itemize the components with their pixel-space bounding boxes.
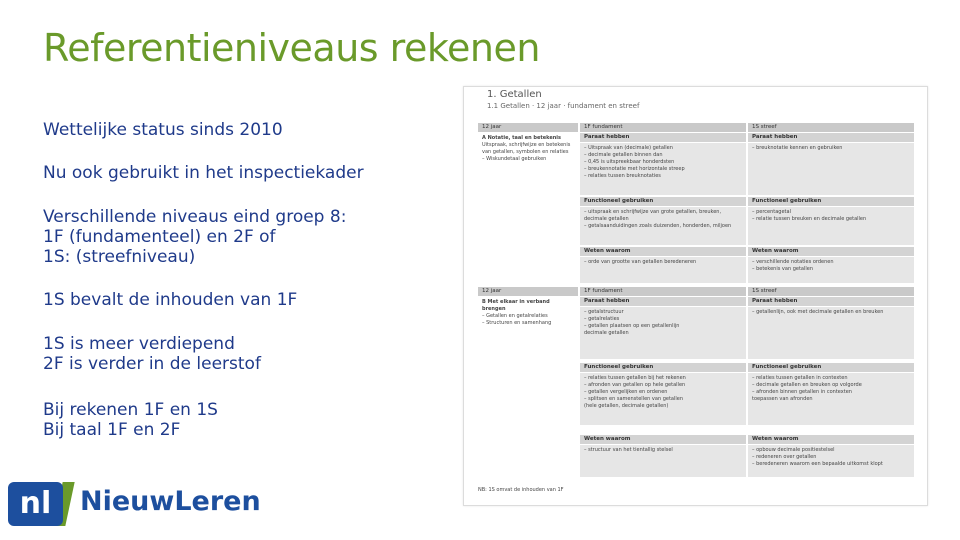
block-a-functioneel-fundament bbox=[580, 207, 746, 245]
list-item: – redeneren over getallen bbox=[752, 454, 817, 460]
bullet-1s-deeper: 1S is meer verdiepend 2F is verder in de leerstof bbox=[43, 334, 261, 374]
block-b-paraat-streef bbox=[748, 307, 914, 359]
block-a-col-streef: 1S streef bbox=[748, 123, 914, 132]
list-item: – opbouw decimale positiestelsel bbox=[752, 447, 835, 453]
block-a-weten-label-fundament: Weten waarom bbox=[580, 247, 746, 256]
list-item: – Uitspraak van (decimale) getallen bbox=[584, 145, 673, 151]
list-item: – breuknotatie kennen en gebruiken bbox=[752, 145, 843, 151]
list-item: – uitspraak en schrijfwijze van grote getallen, breuken, bbox=[584, 209, 722, 215]
list-item: – relaties tussen getallen in contexten bbox=[752, 375, 848, 381]
document-block-a bbox=[478, 123, 914, 283]
block-b-functioneel-fundament bbox=[580, 373, 746, 425]
logo-text: NieuwLeren bbox=[80, 486, 261, 517]
list-item: – relaties tussen getallen bij het rekenen bbox=[584, 375, 686, 381]
list-item: – betekenis van getallen bbox=[752, 266, 814, 272]
list-item: – orde van grootte van getallen beredeneren bbox=[584, 259, 697, 265]
document-footer-note: NB: 1S omvat de inhouden van 1F bbox=[478, 487, 564, 493]
bullet-legal-status: Wettelijke status sinds 2010 bbox=[43, 120, 283, 140]
list-item: – afronden binnen getallen in contexten bbox=[752, 389, 852, 395]
list-item: – getallenlijn, ook met decimale getallen en breuken bbox=[752, 309, 884, 315]
slide-title: Referentieniveaus rekenen bbox=[43, 26, 540, 70]
block-b-left-column bbox=[478, 297, 578, 477]
block-b-paraat-label-fundament: Paraat hebben bbox=[580, 297, 746, 306]
logo-badge: nl bbox=[8, 482, 63, 526]
list-item: – 0,45 is uitspreekbaar honderdsten bbox=[584, 159, 675, 165]
block-a-left-title: A Notatie, taal en betekenis bbox=[482, 135, 561, 141]
list-item: – getalstructuur bbox=[584, 309, 624, 315]
block-a-paraat-fundament bbox=[580, 143, 746, 195]
block-b-functioneel-streef bbox=[748, 373, 914, 425]
bullet-inspection-framework: Nu ook gebruikt in het inspectiekader bbox=[43, 163, 364, 183]
block-b-weten-fundament bbox=[580, 445, 746, 477]
list-item: – getallen vergelijken en ordenen bbox=[584, 389, 668, 395]
bullet-levels-group-8: Verschillende niveaus eind groep 8: 1F (fundamenteel) en 2F of 1S: (streefniveau) bbox=[43, 207, 347, 267]
block-b-left-item: – Getallen en getalrelaties bbox=[482, 313, 548, 319]
list-item: – relaties tussen breuknotaties bbox=[584, 173, 661, 179]
block-b-paraat-label-streef: Paraat hebben bbox=[748, 297, 914, 306]
block-a-paraat-label-fundament: Paraat hebben bbox=[580, 133, 746, 142]
block-a-weten-fundament bbox=[580, 257, 746, 283]
block-b-left-item: – Structuren en samenhang bbox=[482, 320, 552, 326]
list-item: toepassen van afronden bbox=[752, 396, 813, 402]
list-item: – getallen plaatsen op een getallenlijn bbox=[584, 323, 680, 329]
list-item: – splitsen en samenstellen van getallen bbox=[584, 396, 683, 402]
block-a-functioneel-streef bbox=[748, 207, 914, 245]
list-item: – afronden van getallen op hele getallen bbox=[584, 382, 686, 388]
bullet-1s-contains-1f: 1S bevalt de inhouden van 1F bbox=[43, 290, 298, 310]
block-a-weten-streef bbox=[748, 257, 914, 283]
block-a-functioneel-label-streef: Functioneel gebruiken bbox=[748, 197, 914, 206]
nieuwleren-logo bbox=[0, 468, 260, 540]
block-a-paraat-streef bbox=[748, 143, 914, 195]
block-a-functioneel-label-fundament: Functioneel gebruiken bbox=[580, 197, 746, 206]
document-block-b bbox=[478, 287, 914, 483]
block-b-col-fundament: 1F fundament bbox=[580, 287, 746, 296]
block-b-weten-label-streef: Weten waarom bbox=[748, 435, 914, 444]
document-title: 1. Getallen bbox=[487, 89, 542, 100]
list-item: (hele getallen, decimale getallen) bbox=[584, 403, 669, 409]
block-a-weten-label-streef: Weten waarom bbox=[748, 247, 914, 256]
list-item: decimale getallen bbox=[584, 330, 629, 336]
block-a-left-item: Uitspraak, schrijfwijze en betekenis bbox=[482, 142, 571, 148]
list-item: – structuur van het tientallig stelsel bbox=[584, 447, 673, 453]
list-item: – breukennotatie met horizontale streep bbox=[584, 166, 685, 172]
list-item: – beredeneren waarom een bepaalde uitkomst klopt bbox=[752, 461, 883, 467]
block-b-paraat-fundament bbox=[580, 307, 746, 359]
block-b-weten-label-fundament: Weten waarom bbox=[580, 435, 746, 444]
document-subtitle: 1.1 Getallen · 12 jaar · fundament en streef bbox=[487, 102, 640, 110]
list-item: decimale getallen bbox=[584, 216, 629, 222]
block-a-left-column bbox=[478, 133, 578, 283]
block-b-weten-streef bbox=[748, 445, 914, 477]
list-item: – relatie tussen breuken en decimale getallen bbox=[752, 216, 867, 222]
block-a-left-item: van getallen, symbolen en relaties bbox=[482, 149, 569, 155]
list-item: – getalsaanduidingen zoals duizenden, honderden, miljoen bbox=[584, 223, 732, 229]
block-b-functioneel-label-streef: Functioneel gebruiken bbox=[748, 363, 914, 372]
block-b-left-title: B Met elkaar in verband brengen bbox=[482, 299, 550, 312]
reference-level-document bbox=[463, 86, 928, 506]
list-item: – percentagetal bbox=[752, 209, 791, 215]
block-a-left-item: – Wiskundetaal gebruiken bbox=[482, 156, 547, 162]
block-b-functioneel-label-fundament: Functioneel gebruiken bbox=[580, 363, 746, 372]
block-a-age: 12 jaar bbox=[478, 123, 578, 132]
block-b-age: 12 jaar bbox=[478, 287, 578, 296]
list-item: – getalrelaties bbox=[584, 316, 620, 322]
block-a-paraat-label-streef: Paraat hebben bbox=[748, 133, 914, 142]
list-item: – verschillende notaties ordenen bbox=[752, 259, 834, 265]
block-b-col-streef: 1S streef bbox=[748, 287, 914, 296]
block-a-col-fundament: 1F fundament bbox=[580, 123, 746, 132]
list-item: – decimale getallen en breuken op volgorde bbox=[752, 382, 862, 388]
list-item: – decimale getallen binnen dan bbox=[584, 152, 663, 158]
bullet-calc-and-language: Bij rekenen 1F en 1S Bij taal 1F en 2F bbox=[43, 400, 218, 440]
